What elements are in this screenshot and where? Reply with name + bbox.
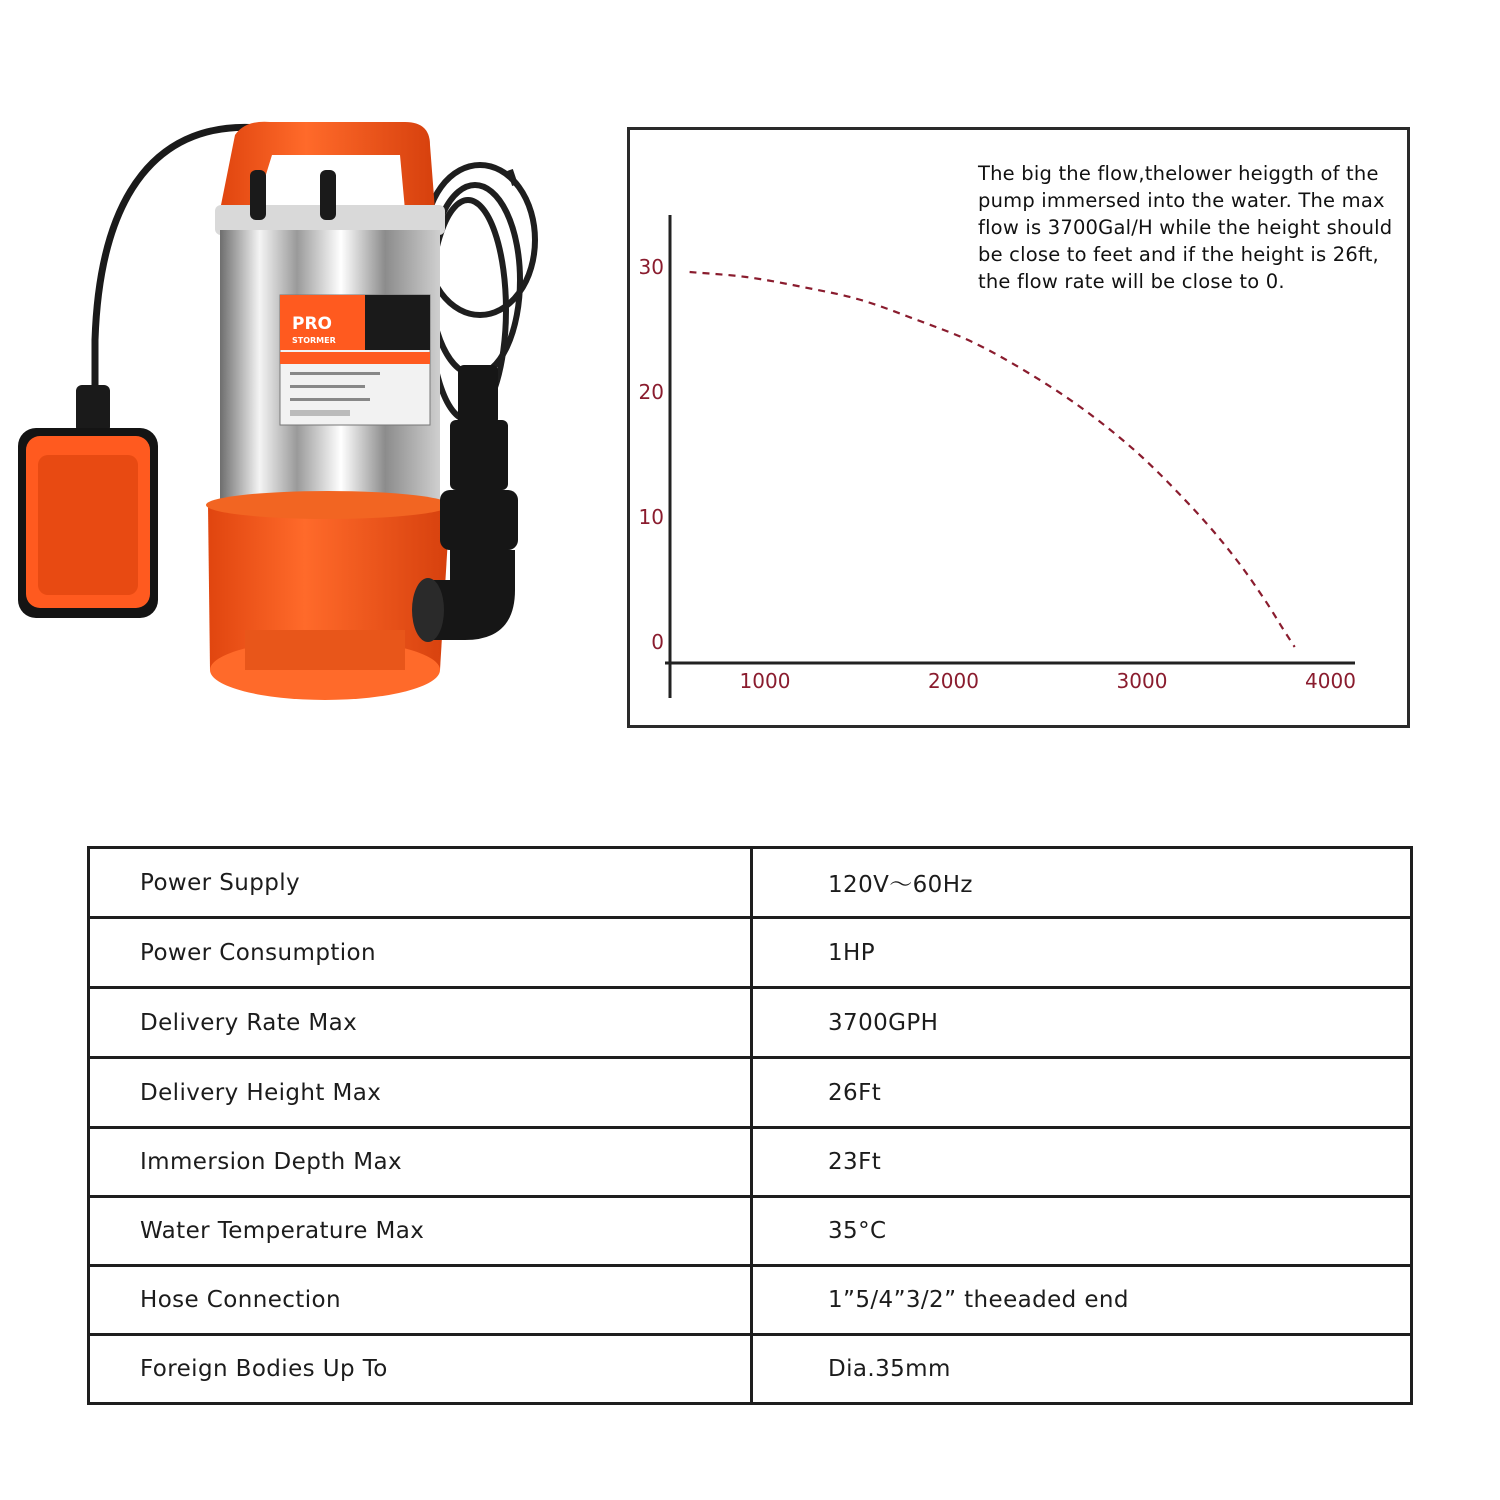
svg-text:PRO: PRO bbox=[292, 314, 333, 334]
spec-value: Dia.35mm bbox=[752, 1335, 1412, 1404]
y-tick-label: 20 bbox=[638, 380, 664, 404]
spec-value: 23Ft bbox=[752, 1128, 1412, 1197]
spec-row bbox=[89, 988, 1412, 1058]
curve-series-line bbox=[690, 272, 1295, 647]
spec-row bbox=[89, 918, 1412, 988]
x-tick-label: 4000 bbox=[1305, 669, 1356, 693]
spec-label: Immersion Depth Max bbox=[89, 1128, 752, 1197]
spec-value: 1”5/4”3/2” theeaded end bbox=[752, 1266, 1412, 1335]
spec-label: Hose Connection bbox=[89, 1266, 752, 1335]
cable-clamp bbox=[76, 385, 110, 433]
spec-value: 120V～60Hz bbox=[752, 848, 1412, 918]
x-tick-label: 3000 bbox=[1116, 669, 1168, 693]
spec-label: Power Supply bbox=[89, 848, 752, 918]
y-tick-label: 30 bbox=[638, 255, 664, 279]
spec-value: 35°C bbox=[752, 1197, 1412, 1266]
spec-value: 1HP bbox=[752, 918, 1412, 988]
spec-value: 3700GPH bbox=[752, 988, 1412, 1058]
chart-panel bbox=[627, 127, 1410, 728]
spec-row bbox=[89, 1058, 1412, 1128]
svg-text:STORMER: STORMER bbox=[292, 336, 336, 345]
spec-label: Foreign Bodies Up To bbox=[89, 1335, 752, 1404]
chart-annotation: The big the flow,thelower heiggth of the pump immersed into the water. The max flow is 3700Gal/H while the height should be close to feet and if the height is 26ft, the flow rate will be close to 0. bbox=[978, 162, 1393, 293]
x-tick-label: 1000 bbox=[739, 669, 791, 693]
spec-row bbox=[89, 1128, 1412, 1197]
spec-value: 26Ft bbox=[752, 1058, 1412, 1128]
y-tick-label: 10 bbox=[638, 505, 664, 529]
y-tick-label: 0 bbox=[651, 630, 664, 654]
spec-label: Power Consumption bbox=[89, 918, 752, 988]
x-tick-label: 2000 bbox=[928, 669, 979, 693]
spec-label: Delivery Height Max bbox=[89, 1058, 752, 1128]
spec-label: Water Temperature Max bbox=[89, 1197, 752, 1266]
spec-row bbox=[89, 848, 1412, 918]
spec-row bbox=[89, 1335, 1412, 1404]
pump-label bbox=[280, 295, 430, 425]
spec-row bbox=[89, 1197, 1412, 1266]
spec-label: Delivery Rate Max bbox=[89, 988, 752, 1058]
spec-table bbox=[87, 846, 1413, 1405]
spec-row bbox=[89, 1266, 1412, 1335]
pump-product-image bbox=[10, 110, 550, 710]
